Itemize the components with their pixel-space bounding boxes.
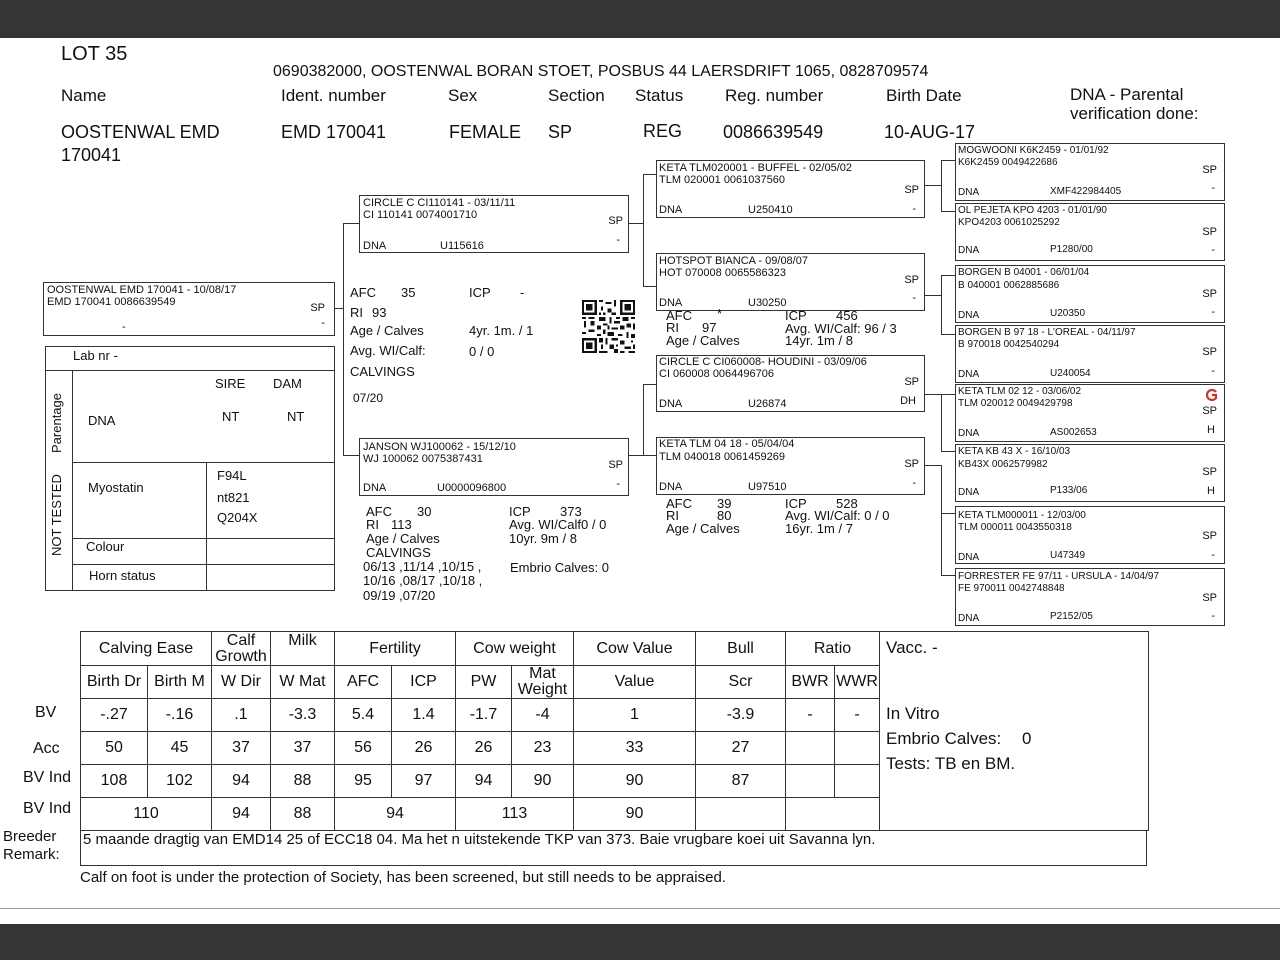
sire-title: CIRCLE C CI110141 - 03/11/11	[363, 197, 516, 209]
panel-dna-label: DNA	[88, 413, 116, 428]
gp4-wi: Avg. WI/Calf: 0 / 0	[785, 508, 890, 523]
top-bar	[0, 0, 1280, 38]
ggp6-title: KETA KB 43 X - 16/10/03	[958, 446, 1071, 457]
bv-cell: .1	[212, 699, 271, 732]
bv-cell: 1.4	[392, 699, 456, 732]
bv-ind-cell	[835, 765, 880, 798]
bv-cell: 5.4	[335, 699, 392, 732]
colour-label: Colour	[86, 539, 125, 554]
breeder-label: Breeder	[3, 828, 57, 845]
gp2-section: SP	[904, 274, 919, 286]
dam-embrio: Embrio Calves: 0	[510, 560, 609, 575]
gp3-title: CIRCLE C CI060008- HOUDINI - 03/09/06	[659, 356, 867, 368]
gp4-dna-value: U97510	[748, 481, 787, 493]
row-label-bv-ind: BV Ind	[23, 769, 72, 786]
col-w-mat: W Mat	[271, 666, 335, 699]
great-grandparent-box-2	[955, 203, 1225, 261]
subject-pedigree-box	[43, 282, 335, 336]
acc-cell	[786, 732, 835, 765]
ggp6-dna-value: P133/06	[1050, 485, 1088, 496]
breeder-remark-box	[80, 830, 1147, 866]
tests-label: Tests: TB en BM.	[886, 754, 1016, 773]
ggp8-section: SP	[1202, 592, 1217, 604]
ggp3-section: SP	[1202, 288, 1217, 300]
group-cow-weight: Cow weight	[456, 632, 574, 666]
dam-dash: -	[616, 478, 620, 490]
ggp4-title: BORGEN B 97 18 - L'OREAL - 04/11/97	[958, 327, 1136, 338]
ggp8-dna-label: DNA	[958, 613, 980, 624]
group-cow-value: Cow Value	[574, 632, 696, 666]
myostatin-nt821: nt821	[217, 490, 250, 505]
dam-age-value: 10yr. 9m / 8	[509, 531, 577, 546]
ident-label: Ident. number	[281, 86, 386, 105]
ggp5-section: SP	[1202, 405, 1217, 417]
dam-ri-value: 113	[391, 517, 412, 532]
sire-ids: CI 110141 0074001710	[363, 209, 478, 221]
subject-box-title: OOSTENWAL EMD 170041 - 10/08/17	[47, 284, 237, 296]
row-label-bv: BV	[35, 704, 57, 721]
sire-section: SP	[608, 215, 623, 227]
animal-name-1: OOSTENWAL EMD	[61, 122, 220, 142]
bv-ind-group-cell: 110	[81, 798, 212, 831]
gp2-ri-value: 97	[702, 320, 717, 335]
reg-label: Reg. number	[725, 86, 824, 105]
bv-ind-group-cell: 113	[456, 798, 574, 831]
gp4-age-value: 16yr. 1m / 7	[785, 521, 853, 536]
dam-age-label: Age / Calves	[366, 531, 440, 546]
ggp1-title: MOGWOONI K6K2459 - 01/01/92	[958, 145, 1109, 156]
ggp1-dna-value: XMF422984405	[1050, 186, 1122, 197]
gp1-ids: TLM 020001 0061037560	[659, 174, 785, 186]
col-value: Value	[574, 666, 696, 699]
subject-icp-label: ICP	[469, 285, 491, 300]
gp4-afc-label: AFC	[666, 496, 692, 511]
bv-ind-cell: 108	[81, 765, 148, 798]
gp2-wi: Avg. WI/Calf: 96 / 3	[785, 321, 897, 336]
ggp2-title: OL PEJETA KPO 4203 - 01/01/90	[958, 205, 1107, 216]
dna-label-1: DNA - Parental	[1070, 85, 1184, 104]
subject-age-value: 4yr. 1m. / 1	[469, 323, 534, 338]
great-grandparent-box-6	[955, 444, 1225, 502]
bv-ind-cell	[786, 765, 835, 798]
gp2-afc-label: AFC	[666, 308, 692, 323]
genotype-mark-icon	[1205, 388, 1219, 402]
col-wwr: WWR	[835, 666, 880, 699]
bv-cell: -3.9	[696, 699, 786, 732]
dam-calvings-1: 06/13 ,11/14 ,10/15 ,	[363, 559, 482, 574]
gp2-icp-value: 456	[836, 308, 858, 323]
subject-calvings-value: 07/20	[353, 391, 384, 405]
bv-ind-cell: 90	[512, 765, 574, 798]
grandparent-box-3	[656, 355, 925, 412]
ggp5-title: KETA TLM 02 12 - 03/06/02	[958, 386, 1082, 397]
ggp2-dna-label: DNA	[958, 245, 980, 256]
status-label: Status	[635, 86, 684, 105]
ggp5-dna-value: AS002653	[1050, 427, 1097, 438]
ggp3-dna-value: U20350	[1050, 308, 1086, 319]
col-pw: PW	[456, 666, 512, 699]
col-birth-dr: Birth Dr	[81, 666, 148, 699]
ggp1-ids: K6K2459 0049422686	[958, 157, 1058, 168]
owner-line: 0690382000, OOSTENWAL BORAN STOET, POSBUS 44 LAERSDRIFT 1065, 0828709574	[273, 63, 929, 80]
gp3-ids: CI 060008 0064496706	[659, 368, 774, 380]
col-icp: ICP	[392, 666, 456, 699]
acc-cell: 45	[148, 732, 212, 765]
gp4-icp-value: 528	[836, 496, 858, 511]
horn-status-label: Horn status	[89, 568, 156, 583]
ggp1-dna-label: DNA	[958, 187, 980, 198]
great-grandparent-box-7	[955, 506, 1225, 564]
ggp5-ids: TLM 020012 0049429798	[958, 398, 1073, 409]
gp4-age-label: Age / Calves	[666, 521, 740, 536]
bottom-bar	[0, 924, 1280, 960]
ggp6-right: H	[1207, 485, 1215, 497]
sire-dna-label: DNA	[363, 240, 387, 252]
gp2-title: HOTSPOT BIANCA - 09/08/07	[659, 255, 808, 267]
acc-cell	[835, 732, 880, 765]
ggp2-right: -	[1211, 244, 1215, 256]
ggp4-dna-value: U240054	[1050, 368, 1091, 379]
ggp6-ids: KB43X 0062579982	[958, 459, 1048, 470]
bv-cell: -1.7	[456, 699, 512, 732]
great-grandparent-box-3	[955, 265, 1225, 323]
section-label: Section	[548, 86, 605, 105]
dam-icp-value: 373	[560, 504, 582, 519]
bv-cell: -	[786, 699, 835, 732]
bv-ind-group-cell: 88	[271, 798, 335, 831]
ggp8-ids: FE 970011 0042748848	[958, 583, 1065, 594]
myostatin-label: Myostatin	[88, 480, 144, 495]
subject-icp-value: -	[520, 285, 525, 300]
dam-afc-value: 30	[417, 504, 432, 519]
acc-cell: 37	[212, 732, 271, 765]
acc-cell: 56	[335, 732, 392, 765]
great-grandparent-box-5	[955, 384, 1225, 442]
gp2-ids: HOT 070008 0065586323	[659, 267, 787, 279]
gp2-dna-value: U30250	[748, 297, 787, 309]
footnote: Calf on foot is under the protection of Society, has been screened, but still needs to be appraised.	[80, 869, 726, 886]
bv-ind-group-cell: 94	[212, 798, 271, 831]
breeder-remark-text: 5 maande dragtig van EMD14 25 of ECC18 04. Ma het n uitstekende TKP van 373. Baie vrugbare koei uit Savanna lyn.	[83, 831, 876, 848]
subject-box-dash2: -	[122, 321, 126, 333]
gp1-section: SP	[904, 184, 919, 196]
panel-dam-label: DAM	[273, 376, 302, 391]
gp1-dna-value: U250410	[748, 204, 793, 216]
acc-cell: 23	[512, 732, 574, 765]
bv-ind-cell: 94	[212, 765, 271, 798]
bv-ind-cell: 97	[392, 765, 456, 798]
ggp6-dna-label: DNA	[958, 487, 980, 498]
bv-cell: -.16	[148, 699, 212, 732]
in-vitro-label: In Vitro	[886, 704, 940, 723]
col-birth-m: Birth M	[148, 666, 212, 699]
bv-cell: -3.3	[271, 699, 335, 732]
qr-code-icon	[582, 300, 635, 353]
group-calving-ease: Calving Ease	[81, 632, 212, 666]
gp1-right: -	[912, 203, 916, 215]
dam-icp-label: ICP	[509, 504, 531, 519]
animal-reg: 0086639549	[723, 122, 824, 142]
ggp4-right: -	[1211, 365, 1215, 377]
gp3-right: DH	[900, 395, 916, 407]
bv-cell: -4	[512, 699, 574, 732]
ggp1-section: SP	[1202, 164, 1217, 176]
animal-birth: 10-AUG-17	[884, 122, 976, 142]
panel-dna-sire-value: NT	[222, 409, 240, 424]
gp4-dna-label: DNA	[659, 481, 683, 493]
dam-dna-label: DNA	[363, 482, 387, 494]
lot-number: LOT 35	[61, 43, 128, 65]
bv-cell: 1	[574, 699, 696, 732]
gp4-section: SP	[904, 458, 919, 470]
gp4-ri-label: RI	[666, 508, 679, 523]
sex-label: Sex	[448, 86, 478, 105]
gp2-age-value: 14yr. 1m / 8	[785, 333, 853, 348]
ggp8-title: FORRESTER FE 97/11 - URSULA - 14/04/97	[958, 571, 1160, 582]
dam-ids: WJ 100062 0075387431	[363, 453, 483, 465]
group-bull: Bull	[696, 632, 786, 666]
gp2-ri-label: RI	[666, 320, 679, 335]
ggp3-right: -	[1211, 306, 1215, 318]
animal-name-2: 170041	[61, 145, 122, 165]
gp3-section: SP	[904, 376, 919, 388]
acc-cell: 27	[696, 732, 786, 765]
vacc-label: Vacc. -	[886, 638, 938, 657]
name-label: Name	[61, 86, 107, 105]
col-afc: AFC	[335, 666, 392, 699]
gp2-dna-label: DNA	[659, 297, 683, 309]
great-grandparent-box-4	[955, 325, 1225, 383]
gp2-age-label: Age / Calves	[666, 333, 740, 348]
ggp2-dna-value: P1280/00	[1050, 244, 1093, 255]
dam-calvings-3: 09/19 ,07/20	[363, 588, 436, 603]
dam-section: SP	[608, 459, 623, 471]
gp2-icp-label: ICP	[785, 308, 807, 323]
ggp5-dna-label: DNA	[958, 428, 980, 439]
dam-title: JANSON WJ100062 - 15/12/10	[363, 441, 516, 453]
dam-dna-value: U0000096800	[437, 482, 507, 494]
bv-ind-cell: 95	[335, 765, 392, 798]
parentage-vertical-label: Parentage	[49, 393, 64, 453]
dam-afc-label: AFC	[366, 504, 392, 519]
acc-cell: 26	[456, 732, 512, 765]
group-milk: Milk	[271, 632, 335, 666]
sire-dash: -	[616, 234, 620, 246]
bv-ind-cell: 88	[271, 765, 335, 798]
acc-cell: 26	[392, 732, 456, 765]
col-bwr: BWR	[786, 666, 835, 699]
col-w-dir: W Dir	[212, 666, 271, 699]
ggp1-right: -	[1211, 182, 1215, 194]
dam-ri-label: RI	[366, 517, 379, 532]
gp4-ids: TLM 040018 0061459269	[659, 451, 785, 463]
animal-ident: EMD 170041	[281, 122, 387, 142]
myostatin-q204x: Q204X	[217, 510, 258, 525]
ggp4-section: SP	[1202, 346, 1217, 358]
subject-wi-value: 0 / 0	[469, 344, 495, 359]
ggp3-title: BORGEN B 04001 - 06/01/04	[958, 267, 1090, 278]
ggp7-ids: TLM 000011 0043550318	[958, 522, 1072, 533]
sire-dna-value: U115616	[440, 240, 484, 252]
vaccination-cell	[880, 632, 1149, 831]
gp4-ri-value: 80	[717, 508, 732, 523]
group-calf-growth: Calf Growth	[212, 632, 271, 666]
ggp7-section: SP	[1202, 530, 1217, 542]
bv-ind-group-cell: 90	[574, 798, 696, 831]
animal-section: SP	[548, 122, 573, 142]
col-scr: Scr	[696, 666, 786, 699]
ggp3-dna-label: DNA	[958, 310, 980, 321]
ggp8-right: -	[1211, 610, 1215, 622]
sire-pedigree-box	[359, 195, 629, 253]
subject-box-section: SP	[310, 302, 325, 314]
group-ratio: Ratio	[786, 632, 880, 666]
bottom-divider	[0, 908, 1280, 909]
gp4-afc-value: 39	[717, 496, 732, 511]
animal-status: REG	[643, 121, 683, 141]
bv-ind-group-cell	[696, 798, 786, 831]
bv-ind-cell: 102	[148, 765, 212, 798]
ggp2-section: SP	[1202, 226, 1217, 238]
animal-sex: FEMALE	[449, 122, 522, 142]
ggp7-right: -	[1211, 549, 1215, 561]
dam-calvings-label: CALVINGS	[366, 545, 431, 560]
subject-ri-value: 93	[372, 305, 387, 320]
ggp7-dna-label: DNA	[958, 552, 980, 563]
panel-sire-label: SIRE	[215, 376, 246, 391]
col-mat-weight: Mat Weight	[512, 666, 574, 699]
remark-label: Remark:	[3, 846, 60, 863]
acc-cell: 33	[574, 732, 696, 765]
bv-ind-cell: 90	[574, 765, 696, 798]
ggp6-section: SP	[1202, 466, 1217, 478]
lab-number: Lab nr -	[73, 348, 118, 363]
ggp4-ids: B 970018 0042540294	[958, 339, 1060, 350]
bv-ind-group-cell: 94	[335, 798, 456, 831]
gp1-dna-label: DNA	[659, 204, 683, 216]
row-label-bv-ind-2: BV Ind	[23, 800, 72, 817]
subject-box-ids: EMD 170041 0086639549	[47, 296, 176, 308]
bv-ind-group-cell	[786, 798, 880, 831]
subject-ri-label: RI	[350, 305, 363, 320]
grandparent-box-2	[656, 253, 925, 311]
grandparent-box-4	[656, 437, 925, 495]
dna-label-2: verification done:	[1070, 104, 1199, 123]
ggp4-dna-label: DNA	[958, 369, 980, 380]
dam-wi: Avg. WI/Calf0 / 0	[509, 517, 607, 532]
acc-cell: 37	[271, 732, 335, 765]
birth-label: Birth Date	[886, 86, 962, 105]
ggp7-dna-value: U47349	[1050, 550, 1086, 561]
gp4-right: -	[912, 477, 916, 489]
ggp2-ids: KPO4203 0061025292	[958, 217, 1060, 228]
ggp3-ids: B 040001 0062885686	[958, 280, 1060, 291]
not-tested-vertical-label: NOT TESTED	[49, 474, 64, 556]
grandparent-box-1	[656, 160, 925, 218]
bv-cell: -.27	[81, 699, 148, 732]
breeding-values-table	[80, 631, 1149, 831]
gp2-afc-value: *	[717, 306, 723, 321]
subject-afc-value: 35	[401, 285, 416, 300]
embrio-value: 0	[1022, 729, 1032, 748]
subject-age-label: Age / Calves	[350, 323, 424, 338]
gp4-icp-label: ICP	[785, 496, 807, 511]
great-grandparent-box-8	[955, 568, 1225, 626]
gp4-title: KETA TLM 04 18 - 05/04/04	[659, 438, 795, 450]
bv-ind-cell: 87	[696, 765, 786, 798]
dam-pedigree-box	[359, 438, 629, 496]
subject-afc-label: AFC	[350, 285, 376, 300]
row-label-acc: Acc	[33, 740, 60, 757]
ggp5-right: H	[1207, 424, 1215, 436]
group-fertility: Fertility	[335, 632, 456, 666]
dam-calvings-2: 10/16 ,08/17 ,10/18 ,	[363, 573, 483, 588]
gp3-dna-label: DNA	[659, 398, 683, 410]
great-grandparent-box-1	[955, 143, 1225, 201]
gp1-title: KETA TLM020001 - BUFFEL - 02/05/02	[659, 162, 853, 174]
subject-wi-label: Avg. WI/Calf:	[350, 343, 426, 358]
gp2-right: -	[912, 292, 916, 304]
panel-dna-dam-value: NT	[287, 409, 305, 424]
ggp7-title: KETA TLM000011 - 12/03/00	[958, 510, 1086, 521]
subject-calvings-label: CALVINGS	[350, 364, 415, 379]
embrio-label: Embrio Calves:	[886, 729, 1002, 748]
subject-box-dash: -	[321, 317, 325, 329]
ggp8-dna-value: P2152/05	[1050, 611, 1093, 622]
bv-ind-cell: 94	[456, 765, 512, 798]
gp3-dna-value: U26874	[748, 398, 787, 410]
acc-cell: 50	[81, 732, 148, 765]
myostatin-f94l: F94L	[217, 468, 247, 483]
bv-cell: -	[835, 699, 880, 732]
